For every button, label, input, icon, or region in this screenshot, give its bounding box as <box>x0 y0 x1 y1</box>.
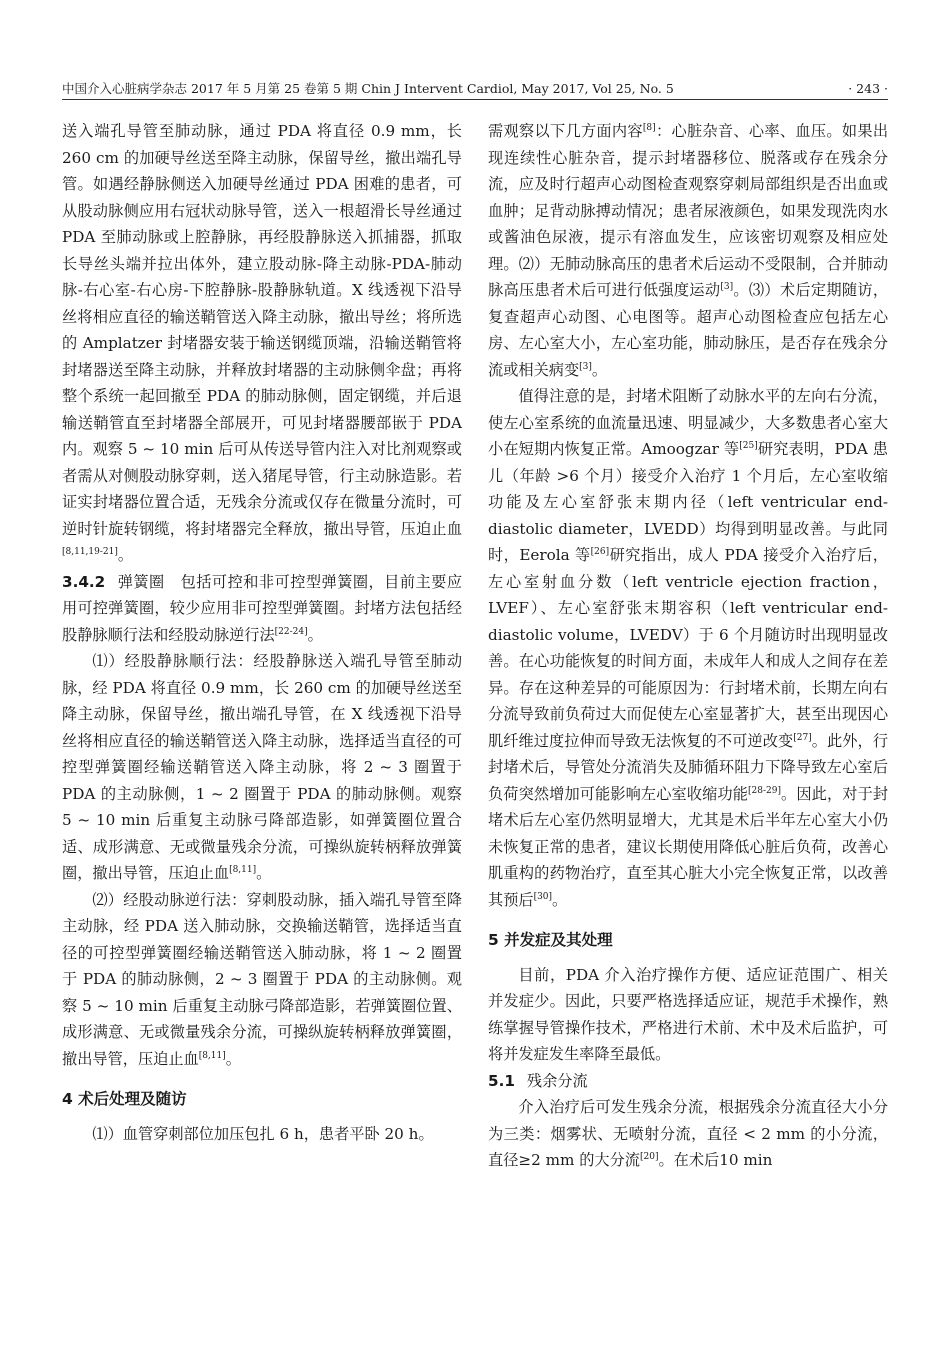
section-heading-4: 4 术后处理及随访 <box>62 1090 187 1108</box>
left-column <box>62 118 462 1147</box>
citation: [27] <box>793 732 812 743</box>
subsection-5-1 <box>488 1068 888 1095</box>
paragraph: ⑵）经股动脉逆行法：穿刺股动脉，插入端孔导管至降主动脉，经 PDA 送入肺动脉，交换输送鞘管，选择适当直径的可控型弹簧圈经输送鞘管送入肺动脉，将 1 ~ 2 圈置于 PDA 的肺动脉侧，2 ~ 3 圈置于 PDA 的主动脉侧。观察 5 ~ 10 min 后重复主动脉弓降部造影，若弹簧圈位置、成形满意、无或微量残余分流，可操纵旋转柄释放弹簧圈，撤出导管，压迫止血[8,11]。 <box>62 890 462 1068</box>
subsection-number: 3.4.2 <box>62 572 106 591</box>
citation: [20] <box>639 1151 659 1162</box>
paragraph: 需观察以下几方面内容[8]：心脏杂音、心率、血压。如果出现连续性心脏杂音，提示封堵器移位、脱落或存在残余分流，应及时行超声心动图检查观察穿刺局部组织是否出血或血肿；足背动脉搏动情况；患者尿液颜色，如果发现洗肉水或酱油色尿液，提示有溶血发生，应该密切观察及相应处理。⑵）无肺动脉高压的患者术后运动不受限制，合并肺动脉高压患者术后可进行低强度运动[3]。⑶）术后定期随访，复查超声心动图、心电图等。超声心动图检查应包括左心房、左心室大小，左心室功能，肺动脉压，是否存在残余分流或相关病变[3]。 <box>488 122 889 379</box>
citation: [8,11] <box>229 864 257 875</box>
citation: [3] <box>579 361 592 372</box>
subsection-title: 弹簧圈 <box>117 572 165 591</box>
citation: [26] <box>590 546 610 557</box>
subsection-3-4-2: 3.4.2 弹簧圈 包括可控和非可控型弹簧圈，目前主要应用可控弹簧圈，较少应用非可控型弹簧圈。封堵方法包括经股静脉顺行法和经股动脉逆行法[22-24]。 <box>62 572 463 644</box>
citation: [8,11] <box>198 1050 226 1061</box>
paragraph: 值得注意的是，封堵术阻断了动脉水平的左向右分流，使左心室系统的血流量迅速、明显减少，大多数患者心室大小在短期内恢复正常。Amoogzar 等[25]研究表明，PDA 患儿（年龄 >6 个月）接受介入治疗 1 个月后，左心室收缩功能及左心室舒张末期内径（left ventricular end-diastolic diameter，LVEDD）均得到明显改善。与此同时，Eerola 等[26]研究指出，成人 PDA 接受介入治疗后，左心室射血分数（left ventricle ejection fraction，LVEF）、左心室舒张末期容积（left ventricular end-diastolic volume，LVEDV）于 6 个月随访时出现明显改善。在心功能恢复的时间方面，未成年人和成人之间存在差异。存在这种差异的可能原因为：行封堵术前，长期左向右分流导致前负荷过大而促使左心室显著扩大，甚至出现因心肌纤维过度拉伸而导致无法恢复的不可逆改变[27]。此外，行封堵术后，导管处分流消失及肺循环阻力下降导致左心室后负荷突然增加可能影响左心室收缩功能[28-29]。因此，对于封堵术后左心室仍然明显增大，尤其是术后半年左心室大小仍未恢复正常的患者，建议长期使用降低心脏后负荷，改善心肌重构的药物治疗，直至其心脏大小完全恢复正常，以改善其预后[30]。 <box>488 387 889 909</box>
citation: [3] <box>720 281 734 292</box>
header-rule <box>62 99 888 100</box>
citation: [25] <box>739 440 758 451</box>
subsection-title: 残余分流 <box>526 1071 588 1090</box>
citation: [30] <box>533 891 553 902</box>
citation: [8] <box>642 122 656 133</box>
paragraph: ⑴）血管穿刺部位加压包扎 6 h，患者平卧 20 h。 <box>92 1124 434 1143</box>
paragraph: 目前，PDA 介入治疗操作方便、适应证范围广、相关并发症少。因此，只要严格选择适应证，规范手术操作，熟练掌握导管操作技术，严格进行术前、术中及术后监护，可将并发症发生率降至最低。 <box>488 965 888 1063</box>
subsection-number: 5.1 <box>488 1071 515 1090</box>
right-column <box>488 118 888 1174</box>
paragraph: 介入治疗后可发生残余分流，根据残余分流直径大小分为三类：烟雾状、无喷射分流，直径 < 2 mm 的小分流，直径≥2 mm 的大分流[20]。在术后10 min <box>488 1098 888 1169</box>
running-header <box>62 78 888 100</box>
section-heading-5: 5 并发症及其处理 <box>488 931 613 949</box>
citation: [22-24] <box>274 626 308 637</box>
paragraph: 送入端孔导管至肺动脉，通过 PDA 将直径 0.9 mm，长 260 cm 的加硬导丝送至降主动脉，保留导丝，撤出端孔导管。如遇经静脉侧送入加硬导丝通过 PDA 困难的患者，可从股动脉侧应用右冠状动脉导管，送入一根超滑长导丝通过 PDA 至肺动脉或上腔静脉，再经股静脉送入抓捕器，抓取长导丝头端并拉出体外，建立股动脉-降主动脉-PDA-肺动脉-右心室-右心房-下腔静脉-股静脉轨道。X 线透视下沿导丝将相应直径的输送鞘管送入降主动脉，撤出导丝；将所选的 Amplatzer 封堵器安装于输送钢缆顶端，沿输送鞘管将封堵器送至降主动脉，并释放封堵器的主动脉侧伞盘；再将整个系统一起回撤至 PDA 的肺动脉侧，固定钢缆，并后退输送鞘管直至封堵器全部展开，可见封堵器腰部嵌于 PDA 内。观察 5 ~ 10 min 后可从传送导管内注入对比剂观察或者需从对侧股动脉穿刺，送入猪尾导管，行主动脉造影。若证实封堵器位置合适，无残余分流或仅存在微量分流时，可逆时针旋转钢缆，将封堵器完全释放，撤出导管，压迫止血[8,11,19-21]。 <box>62 122 462 564</box>
citation: [8,11,19-21] <box>62 546 118 557</box>
citation: [28-29] <box>747 785 781 796</box>
journal-citation: 中国介入心脏病学杂志 2017 年 5 月第 25 卷第 5 期 Chin J Intervent Cardiol, May 2017, Vol 25, No. 5 <box>62 81 674 96</box>
page-number: · 243 · <box>848 81 888 96</box>
paragraph: ⑴）经股静脉顺行法：经股静脉送入端孔导管至肺动脉，经 PDA 将直径 0.9 mm，长 260 cm 的加硬导丝送至降主动脉，保留导丝，撤出端孔导管，在 X 线透视下沿导丝将相应直径的输送鞘管送入降主动脉，选择适当直径的可控型弹簧圈经输送鞘管送入降主动脉，将 2 ~ 3 圈置于 PDA 的主动脉侧，1 ~ 2 圈置于 PDA 的肺动脉侧。观察 5 ~ 10 min 后重复主动脉弓降部造影，如弹簧圈位置合适、成形满意、无或微量残余分流，可操纵旋转柄释放弹簧圈，撤出导管，压迫止血[8,11]。 <box>62 652 462 882</box>
